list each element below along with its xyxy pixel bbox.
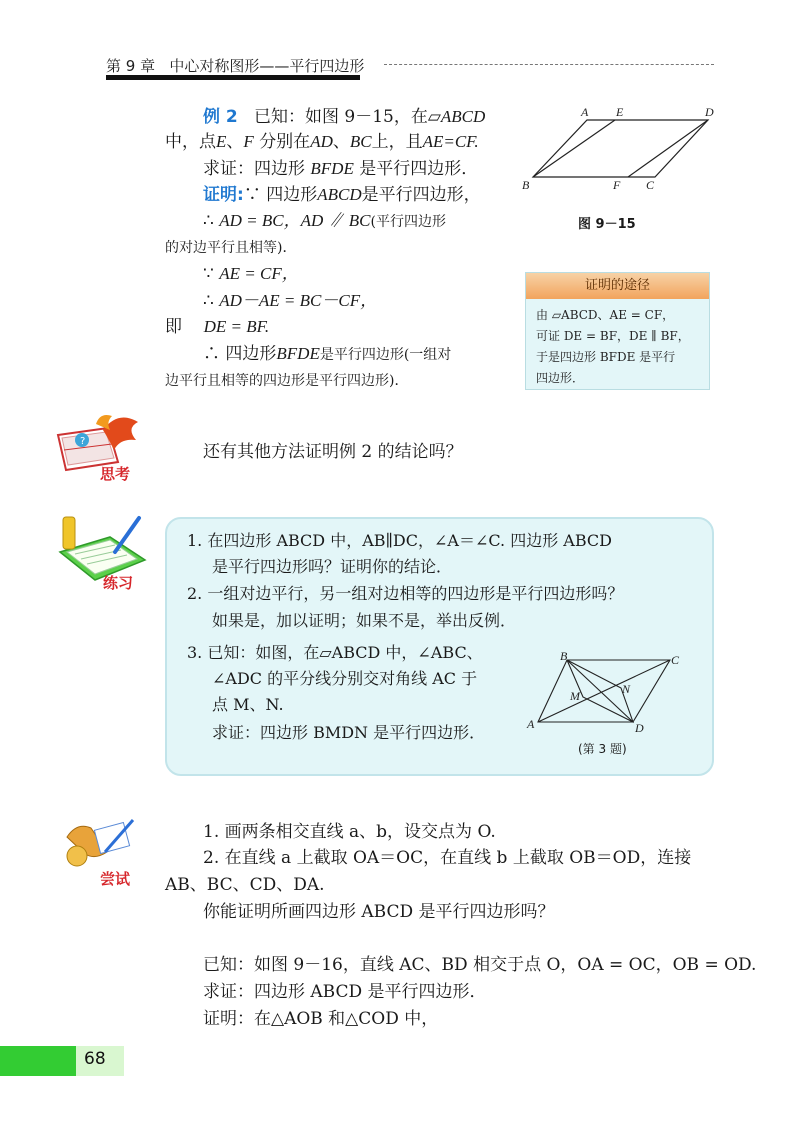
header-dashed-rule bbox=[384, 64, 714, 65]
chapter-number: 第 9 章 bbox=[106, 57, 156, 75]
header-underline bbox=[106, 75, 360, 80]
chapter-title: 中心对称图形——平行四边形 bbox=[169, 57, 365, 75]
practice-q2-line2: 如果是，加以证明；如果不是，举出反例． bbox=[212, 611, 517, 630]
practice-label: 练习 bbox=[103, 574, 134, 592]
q3-label-c: C bbox=[671, 653, 680, 667]
try-label: 尝试 bbox=[100, 870, 131, 888]
label-b: B bbox=[522, 178, 530, 192]
practice-q1-line2: 是平行四边形吗？证明你的结论． bbox=[212, 557, 453, 576]
proof-line-7: ∴ 四边形BFDE是平行四边形(一组对 bbox=[203, 344, 452, 364]
practice-q2-line1: 2. 一组对边平行，另一组对边相等的四边形是平行四边形吗？ bbox=[187, 584, 624, 603]
example-line-2: 中，点E、F 分别在AD、BC上，且AE=CF. bbox=[165, 132, 479, 152]
proof-line-8: 边平行且相等的四边形是平行四边形)． bbox=[165, 373, 409, 389]
parallelogram-abcd bbox=[533, 120, 708, 177]
practice-q3-line4: 求证：四边形 BMDN 是平行四边形． bbox=[212, 723, 486, 742]
think-question: 还有其他方法证明例 2 的结论吗？ bbox=[203, 442, 463, 462]
practice-q3-caption: (第 3 题) bbox=[578, 742, 627, 756]
proof-approach-text: 由 ▱ABCD、AE = CF， 可证 DE = BF，DE ∥ BF， 于是四边形 BFDE 是平行 四边形． bbox=[536, 308, 690, 385]
proof-line-2: ∴ AD = BC，AD ∥ BC(平行四边形 bbox=[203, 211, 446, 231]
proof-approach-title: 证明的途径 bbox=[526, 273, 709, 299]
diagonal-ac bbox=[538, 660, 670, 722]
example-line-1: 例 2 已知：如图 9－15，在▱ABCD bbox=[203, 107, 486, 127]
proof-label: 证明: bbox=[203, 185, 244, 205]
practice-q3-line2: ∠ADC 的平分线分别交对角线 AC 于 bbox=[212, 669, 478, 688]
try-line-4: 你能证明所画四边形 ABCD 是平行四边形吗？ bbox=[203, 902, 555, 922]
figure-9-15-caption: 图 9－15 bbox=[578, 217, 636, 232]
proof-approach-box bbox=[525, 272, 710, 390]
practice-q3-line3: 点 M、N. bbox=[212, 695, 284, 714]
think-icon bbox=[48, 410, 148, 480]
practice-q3-figure bbox=[525, 648, 690, 738]
proof-line-6: 即 DE = BF. bbox=[165, 317, 270, 337]
segment-df bbox=[628, 120, 708, 177]
q3-label-a: A bbox=[527, 717, 535, 731]
practice-q1-line1: 1. 在四边形 ABCD 中，AB∥DC，∠A＝∠C. 四边形 ABCD bbox=[187, 531, 612, 550]
q3-label-n: N bbox=[622, 682, 631, 696]
label-a: A bbox=[581, 105, 589, 119]
figure-9-15 bbox=[515, 105, 720, 205]
example-label: 例 2 bbox=[203, 107, 238, 127]
try-line-2: 2. 在直线 a 上截取 OA＝OC，在直线 b 上截取 OB＝OD，连接 bbox=[203, 848, 692, 868]
try-given: 已知：如图 9－16，直线 AC、BD 相交于点 O，OA = OC，OB = OD. bbox=[203, 955, 757, 975]
try-prove: 求证：四边形 ABCD 是平行四边形． bbox=[203, 982, 487, 1002]
label-f: F bbox=[613, 178, 621, 192]
q3-label-d: D bbox=[635, 721, 644, 735]
label-d: D bbox=[705, 105, 714, 119]
label-e: E bbox=[616, 105, 624, 119]
proof-line-5: ∴ AD－AE = BC－CF， bbox=[203, 291, 378, 311]
proof-line-3: 的对边平行且相等)． bbox=[165, 240, 297, 256]
segment-be bbox=[533, 120, 615, 177]
svg-text:?: ? bbox=[80, 436, 86, 447]
page-number: 68 bbox=[84, 1049, 106, 1069]
try-line-1: 1. 画两条相交直线 a、b，设交点为 O. bbox=[203, 822, 496, 842]
try-line-3: AB、BC、CD、DA. bbox=[165, 875, 325, 895]
practice-q3-line1: 3. 已知：如图，在▱ABCD 中，∠ABC、 bbox=[187, 643, 483, 662]
try-proof: 证明：在△AOB 和△COD 中， bbox=[203, 1009, 439, 1029]
proof-line-4: ∵ AE = CF， bbox=[203, 264, 299, 284]
q3-label-m: M bbox=[570, 689, 580, 703]
think-label: 思考 bbox=[100, 465, 131, 483]
proof-line-1: 证明:∵ 四边形ABCD是平行四边形， bbox=[203, 185, 481, 205]
label-c: C bbox=[646, 178, 655, 192]
q3-label-b: B bbox=[560, 649, 568, 663]
example-prove: 求证：四边形 BFDE 是平行四边形． bbox=[203, 159, 479, 179]
chapter-header bbox=[106, 55, 364, 76]
